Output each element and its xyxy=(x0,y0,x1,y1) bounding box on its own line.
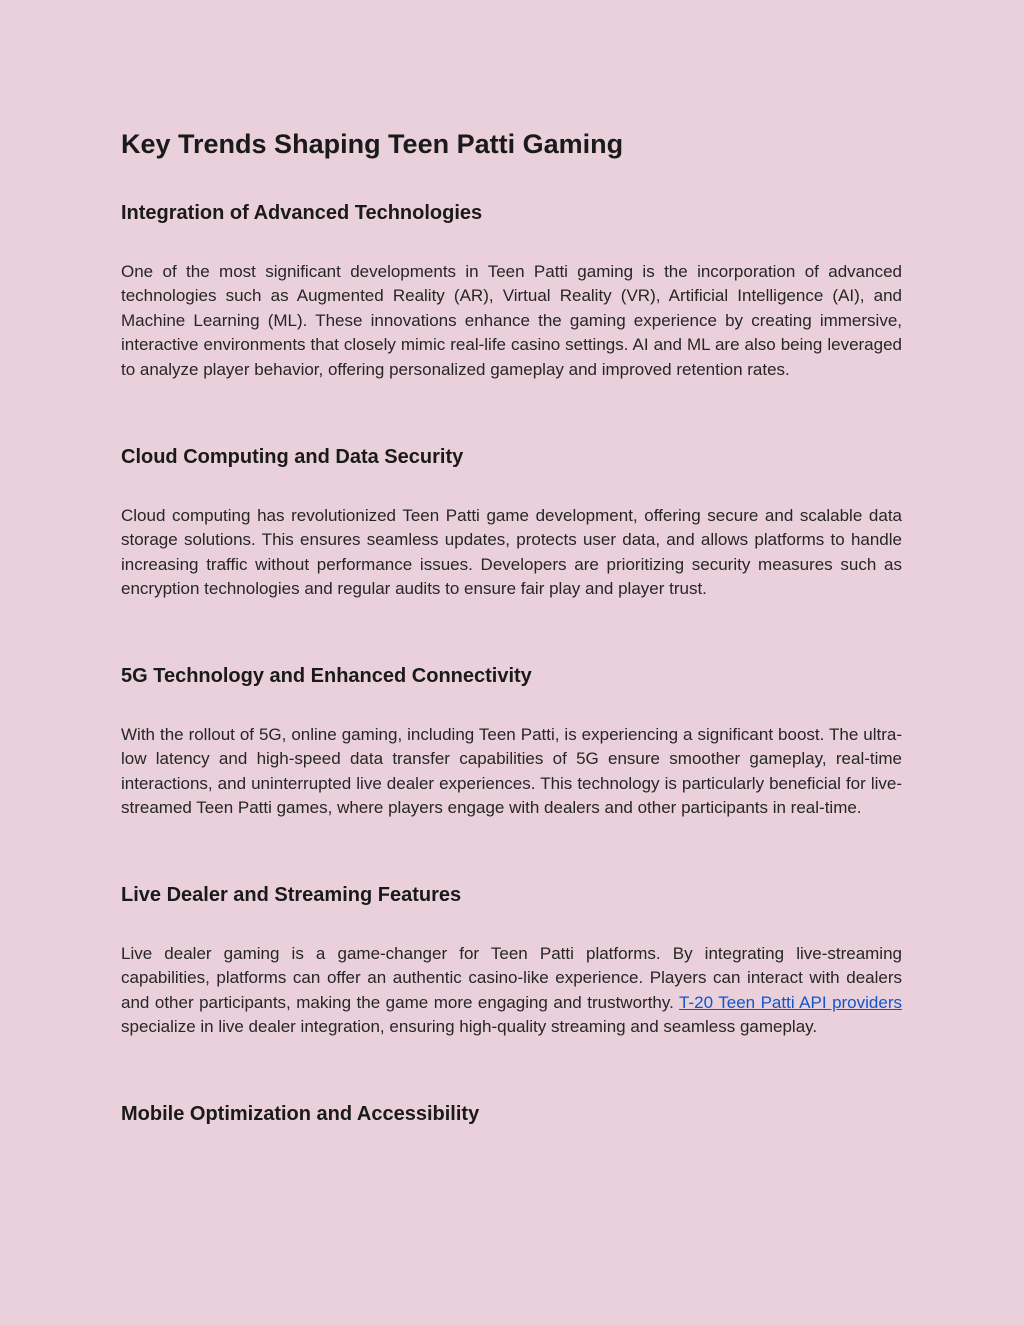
section-body-5g: With the rollout of 5G, online gaming, including Teen Patti, is experiencing a significant boost. The ultra-low latency and high-speed data transfer capabilities of 5G ensure smoother gameplay, real-time interactions, and uninterrupted live dealer experiences. This technology is particularly beneficial for live-streamed Teen Patti games, where players engage with dealers and other participants in real-time. xyxy=(121,725,902,818)
t20-teen-patti-api-providers-link[interactable]: T-20 Teen Patti API providers xyxy=(679,992,902,1012)
section-heading-mobile: Mobile Optimization and Accessibility xyxy=(121,1103,480,1125)
live-dealer-text-after-link: specialize in live dealer integration, ensuring high-quality streaming and seamless gameplay. xyxy=(121,1017,818,1037)
live-dealer-text-before-link: Live dealer gaming is a game-changer for Teen Patti platforms. By integrating live-streaming capabilities, platforms can offer an authentic casino-like experience. Players can interact with dealers and other participants, making the game more engaging and trustworthy. xyxy=(121,944,902,1012)
section-heading-integration: Integration of Advanced Technologies xyxy=(121,202,483,224)
document-title: Key Trends Shaping Teen Patti Gaming xyxy=(121,129,624,159)
section-body-live-dealer xyxy=(121,942,902,1040)
section-body-integration: One of the most significant developments in Teen Patti gaming is the incorporation of advanced technologies such as Augmented Reality (AR), Virtual Reality (VR), Artificial Intelligence (AI), and Machine Learning (ML). These innovations enhance the gaming experience by creating immersive, interactive environments that closely mimic real-life casino settings. AI and ML are also being leveraged to analyze player behavior, offering personalized gameplay and improved retention rates. xyxy=(121,262,902,379)
section-heading-live-dealer: Live Dealer and Streaming Features xyxy=(121,884,462,906)
section-body-cloud: Cloud computing has revolutionized Teen Patti game development, offering secure and scalable data storage solutions. This ensures seamless updates, protects user data, and allows platforms to handle increasing traffic without performance issues. Developers are prioritizing security measures such as encryption technologies and regular audits to ensure fair play and player trust. xyxy=(121,506,902,599)
section-heading-cloud: Cloud Computing and Data Security xyxy=(121,446,464,468)
section-heading-5g: 5G Technology and Enhanced Connectivity xyxy=(121,665,532,687)
